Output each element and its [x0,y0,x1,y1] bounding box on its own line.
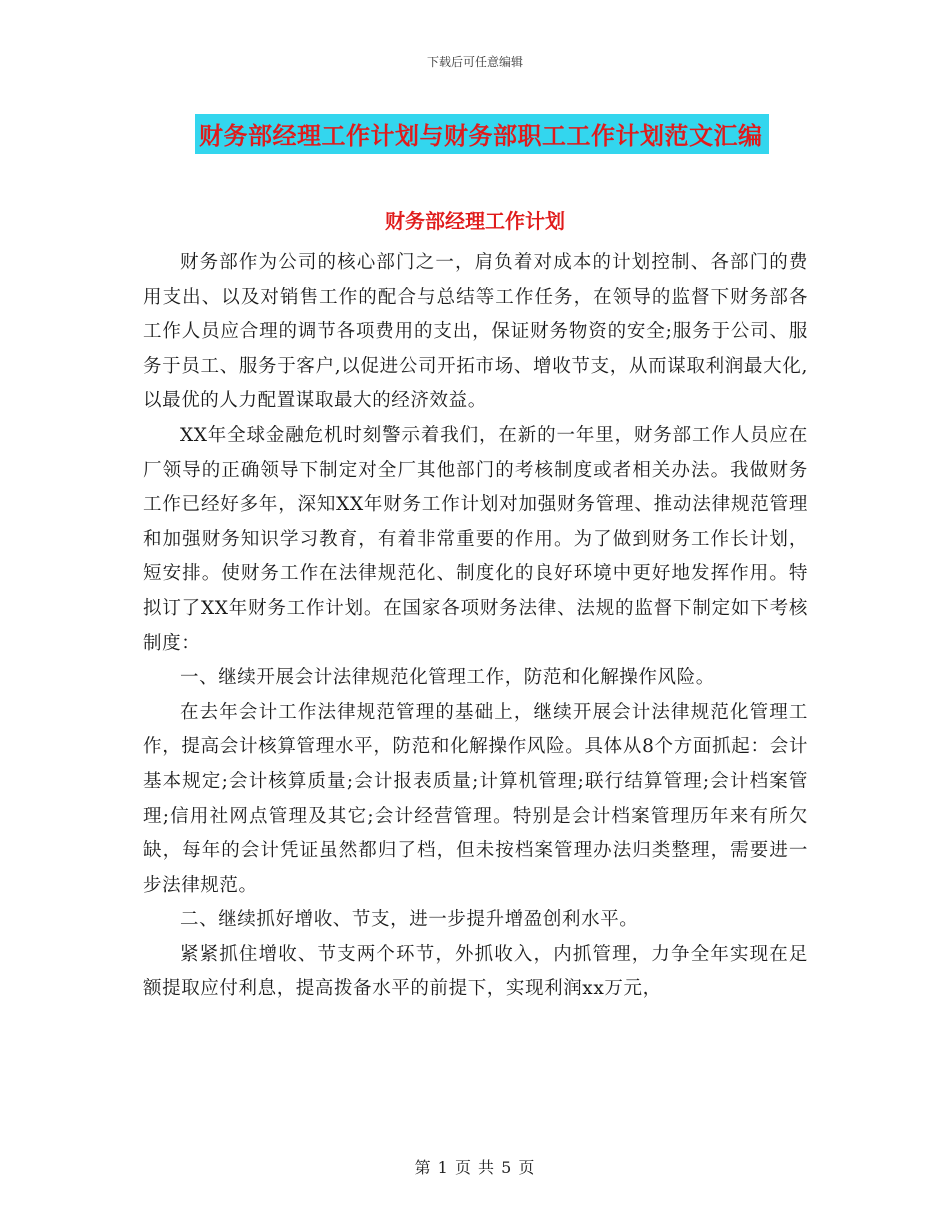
paragraph: XX年全球金融危机时刻警示着我们，在新的一年里，财务部工作人员应在厂领导的正确领导下制定对全厂其他部门的考核制度或者相关办法。我做财务工作已经好多年，深知XX年财务工作计划对加强财务管理、推动法律规范管理和加强财务知识学习教育，有着非常重要的作用。为了做到财务工作长计划，短安排。使财务工作在法律规范化、制度化的良好环境中更好地发挥作用。特拟订了XX年财务工作计划。在国家各项财务法律、法规的监督下制定如下考核制度： [143,424,808,654]
paragraph-heading: 一、继续开展会计法律规范化管理工作，防范和化解操作风险。 [180,667,715,689]
document-title: 财务部经理工作计划与财务部职工工作计划范文汇编 [195,114,769,154]
paragraph-heading: 二、继续抓好增收、节支，进一步提升增盈创利水平。 [180,909,639,931]
paragraph: 财务部作为公司的核心部门之一，肩负着对成本的计划控制、各部门的费用支出、以及对销售工作的配合与总结等工作任务，在领导的监督下财务部各工作人员应合理的调节各项费用的支出，保证财务物资的安全;服务于公司、服务于员工、服务于客户,以促进公司开拓市场、增收节支，从而谋取利润最大化,以最优的人力配置谋取最大的经济效益。 [143,252,808,412]
paragraph: 在去年会计工作法律规范管理的基础上，继续开展会计法律规范化管理工作，提高会计核算管理水平，防范和化解操作风险。具体从8个方面抓起：会计基本规定;会计核算质量;会计报表质量;计算机管理;联行结算管理;会计档案管理;信用社网点管理及其它;会计经营管理。特别是会计档案管理历年来有所欠缺，每年的会计凭证虽然都归了档，但未按档案管理办法归类整理，需要进一步法律规范。 [143,701,808,896]
section-title: 财务部经理工作计划 [385,209,565,233]
document-body [143,246,808,1007]
page-footer: 第 1 页 共 5 页 [414,1158,536,1177]
paragraph: 紧紧抓住增收、节支两个环节，外抓收入，内抓管理，力争全年实现在足额提取应付利息，提高拨备水平的前提下，实现利润xx万元， [143,943,808,1000]
page-header-note: 下载后可任意编辑 [426,55,523,69]
